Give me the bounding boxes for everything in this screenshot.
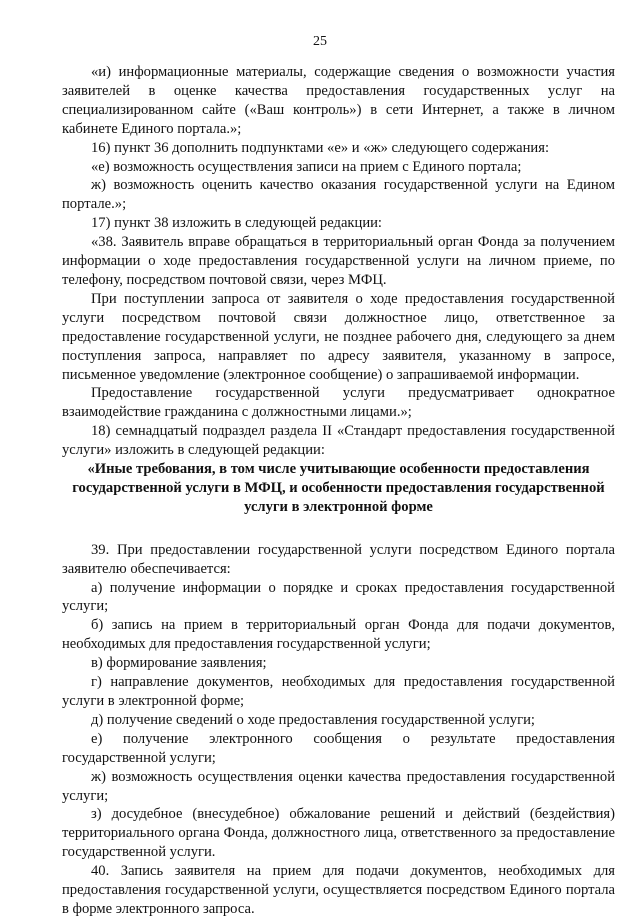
- paragraph-item-18: 18) семнадцатый подраздел раздела II «Стандарт предоставления государственной услуги» изложить в следующей редакции:: [62, 423, 615, 459]
- paragraph-subitem-zh: ж) возможность оценить качество оказания государственной услуги на Едином портале.»;: [62, 177, 615, 213]
- paragraph-subitem-zh2: ж) возможность осуществления оценки качества предоставления государственной услуги;: [62, 768, 615, 804]
- paragraph-subitem-v: в) формирование заявления;: [91, 655, 267, 672]
- paragraph-request-handling: При поступлении запроса от заявителя о ходе предоставления государственной услуги посредством почтовой связи должностное лицо, ответственное за предоставление государственной услуги, не позднее рабочего дня, следующего за днем поступления запроса, направляет по адресу заявителя, указанному в запросе, письменное уведомление (электронное сообщение) о запрашиваемой информации.: [62, 290, 615, 383]
- paragraph-subitem-a: а) получение информации о порядке и сроках предоставления государственной услуги;: [62, 579, 615, 615]
- page-number: 25: [313, 34, 327, 49]
- paragraph-clause-38: «38. Заявитель вправе обращаться в территориальный орган Фонда за получением информации о ходе предоставления государственной услуги на личном приеме, по телефону, посредством почтовой связи, через МФЦ.: [62, 234, 615, 288]
- subsection-heading: «Иные требования, в том числе учитывающие особенности предоставления государственной услуги в МФЦ, и особенности предоставления государственной услуги в электронной форме: [72, 461, 605, 515]
- paragraph-subitem-d: д) получение сведений о ходе предоставления государственной услуги;: [91, 711, 535, 728]
- paragraph-subitem-z: з) досудебное (внесудебное) обжалование решений и действий (бездействия) территориального органа Фонда, должностного лица, ответственного за предоставление государственной услуги.: [62, 806, 615, 861]
- spacer: [62, 517, 615, 541]
- document-body: [62, 63, 615, 919]
- paragraph-clause-40: 40. Запись заявителя на прием для подачи документов, необходимых для предоставления государственной услуги, осуществляется посредством Единого портала в форме электронного запроса.: [62, 863, 615, 917]
- paragraph-item-17: 17) пункт 38 изложить в следующей редакции:: [91, 215, 382, 232]
- paragraph-single-interaction: Предоставление государственной услуги предусматривает однократное взаимодействие гражданина с должностными лицами.»;: [62, 385, 615, 421]
- paragraph-subitem-g: г) направление документов, необходимых для предоставления государственной услуги в электронной форме;: [62, 674, 615, 709]
- paragraph-subitem-b: б) запись на прием в территориальный орган Фонда для подачи документов, необходимых для предоставления государственной услуги;: [62, 617, 615, 653]
- paragraph-item-i: «и) информационные материалы, содержащие сведения о возможности участия заявителей в оценке качества предоставления государственных услуг на специализированном сайте («Ваш контроль») в сети Интернет, а также в личном кабинете Единого портала.»;: [62, 64, 615, 137]
- paragraph-item-16: 16) пункт 36 дополнить подпунктами «е» и «ж» следующего содержания:: [91, 139, 550, 156]
- paragraph-subitem-e2: е) получение электронного сообщения о результате предоставления государственной услуги;: [62, 730, 615, 766]
- paragraph-clause-39: 39. При предоставлении государственной услуги посредством Единого портала заявителю обеспечивается:: [62, 541, 615, 577]
- paragraph-subitem-e: «е) возможность осуществления записи на прием с Единого портала;: [91, 158, 522, 175]
